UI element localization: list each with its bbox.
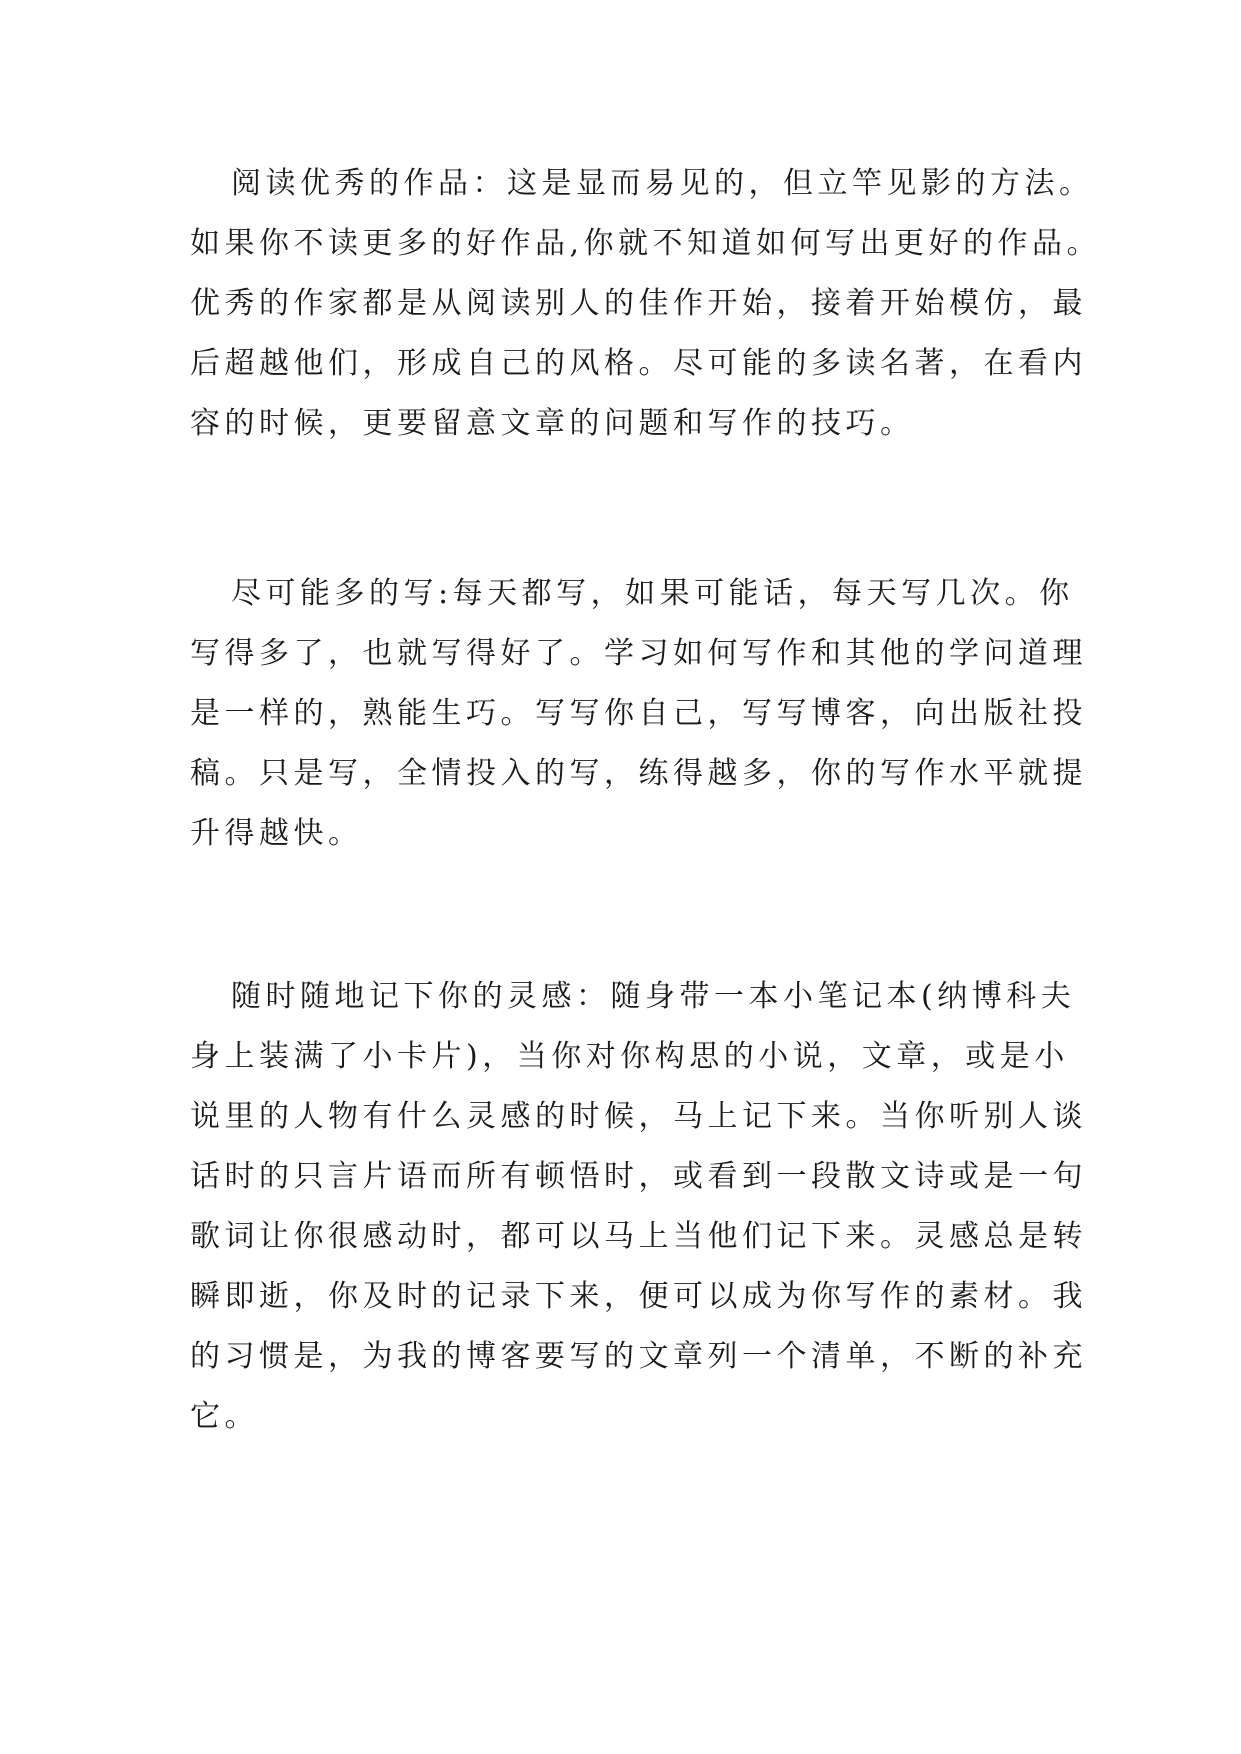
text-line: 稿。只是写，全情投入的写，练得越多，你的写作水平就提 [190, 756, 1087, 791]
text-line: 写得多了，也就写得好了。学习如何写作和其他的学问道理 [190, 636, 1087, 671]
text-line: 尽可能多的写:每天都写，如果可能话，每天写几次。你 [231, 576, 1074, 611]
text-line: 容的时候，更要留意文章的问题和写作的技巧。 [190, 406, 915, 441]
text-line: 如果你不读更多的好作品,你就不知道如何写出更好的作品。 [190, 226, 1102, 261]
text-line: 话时的只言片语而所有顿悟时，或看到一段散文诗或是一句 [190, 1159, 1087, 1194]
paragraph-reading [190, 154, 1101, 454]
text-line: 的习惯是，为我的博客要写的文章列一个清单，不断的补充 [190, 1339, 1087, 1374]
text-line: 随时随地记下你的灵感：随身带一本小笔记本(纳博科夫 [231, 979, 1076, 1014]
text-line: 瞬即逝，你及时的记录下来，便可以成为你写作的素材。我 [190, 1279, 1087, 1314]
text-line: 优秀的作家都是从阅读别人的佳作开始，接着开始模仿，最 [190, 286, 1087, 321]
text-line: 身上装满了小卡片)，当你对你构思的小说，文章，或是小 [190, 1039, 1069, 1074]
text-line: 说里的人物有什么灵感的时候，马上记下来。当你听别人谈 [190, 1099, 1087, 1134]
text-line: 歌词让你很感动时，都可以马上当他们记下来。灵感总是转 [190, 1219, 1087, 1254]
text-line: 升得越快。 [190, 816, 363, 851]
paragraph-writing [190, 564, 1087, 864]
text-line: 它。 [190, 1399, 259, 1434]
paragraph-inspiration [190, 967, 1087, 1447]
text-line: 阅读优秀的作品：这是显而易见的，但立竿见影的方法。 [231, 166, 1094, 201]
text-line: 是一样的，熟能生巧。写写你自己，写写博客，向出版社投 [190, 696, 1087, 731]
text-line: 后超越他们，形成自己的风格。尽可能的多读名著，在看内 [190, 346, 1087, 381]
